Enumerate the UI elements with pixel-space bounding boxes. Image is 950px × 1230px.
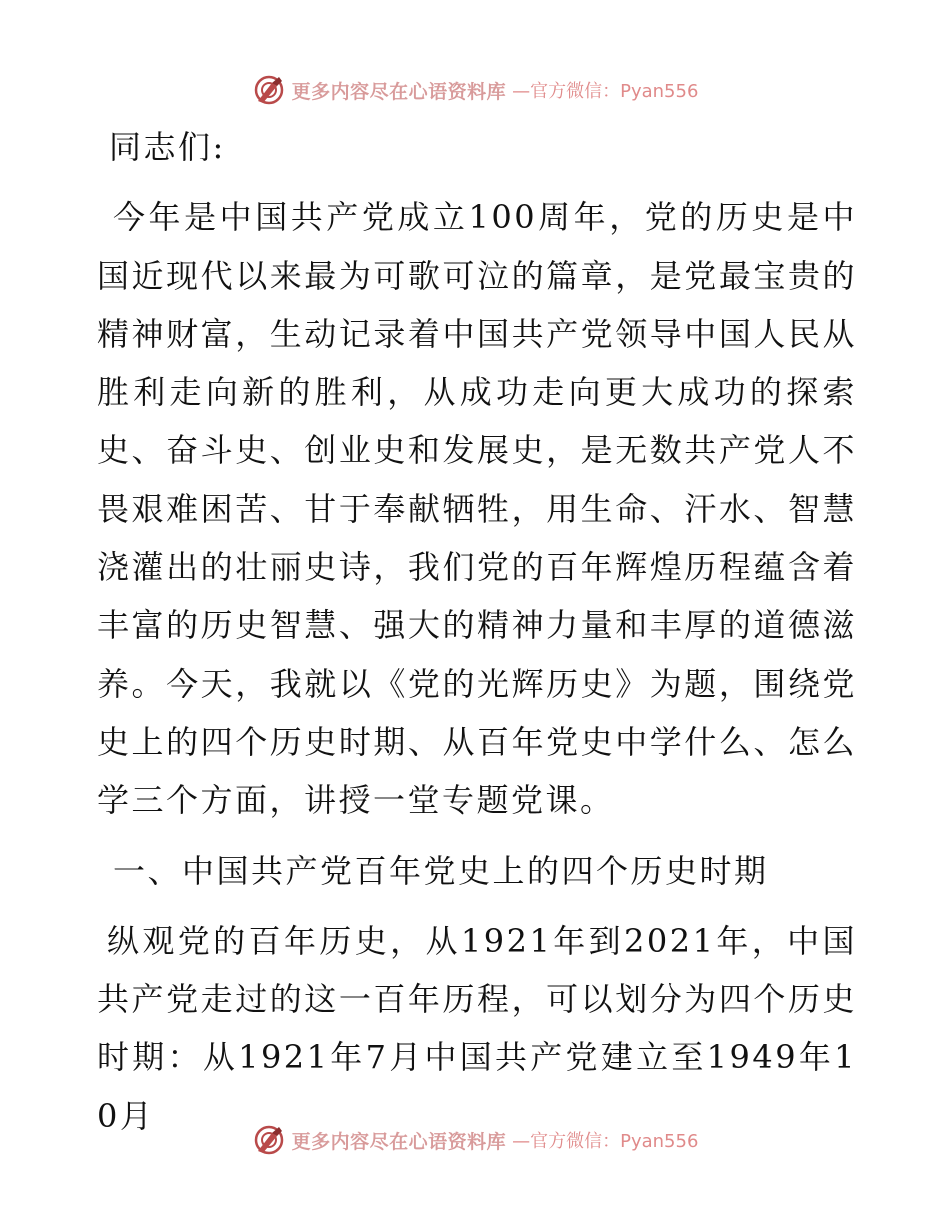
watermark-header (0, 70, 950, 110)
pen-nib-logo-icon (252, 1123, 286, 1157)
document-body (97, 118, 857, 1145)
watermark-footer (0, 1120, 950, 1160)
watermark-official-text: —官方微信：Pyan556 (512, 1131, 699, 1152)
pen-nib-logo-icon (252, 73, 286, 107)
section-heading-1: 一、中国共产党百年党史上的四个历史时期 (113, 851, 769, 890)
watermark-official-text: —官方微信：Pyan556 (512, 81, 699, 102)
watermark-main-text: 更多内容尽在心语资料库 (291, 1130, 507, 1153)
greeting: 同志们: (109, 128, 226, 166)
watermark-main-text: 更多内容尽在心语资料库 (291, 80, 507, 103)
paragraph-intro: 今年是中国共产党成立100周年，党的历史是中国近现代以来最为可歌可泣的篇章，是党最宝贵的精神财富，生动记录着中国共产党领导中国人民从胜利走向新的胜利，从成功走向更大成功的探索史、奋斗史、创业史和发展史，是无数共产党人不畏艰难困苦、甘于奉献牺牲，用生命、汗水、智慧浇灌出的壮丽史诗，我们党的百年辉煌历程蕴含着丰富的历史智慧、强大的精神力量和丰厚的道德滋养。今天，我就以《党的光辉历史》为题，围绕党史上的四个历史时期、从百年党史中学什么、怎么学三个方面，讲授一堂专题党课。 (97, 198, 857, 820)
paragraph-periods: 纵观党的百年历史，从1921年到2021年，中国共产党走过的这一百年历程，可以划分为四个历史时期：从1921年7月中国共产党建立至1949年10月 (97, 921, 857, 1135)
